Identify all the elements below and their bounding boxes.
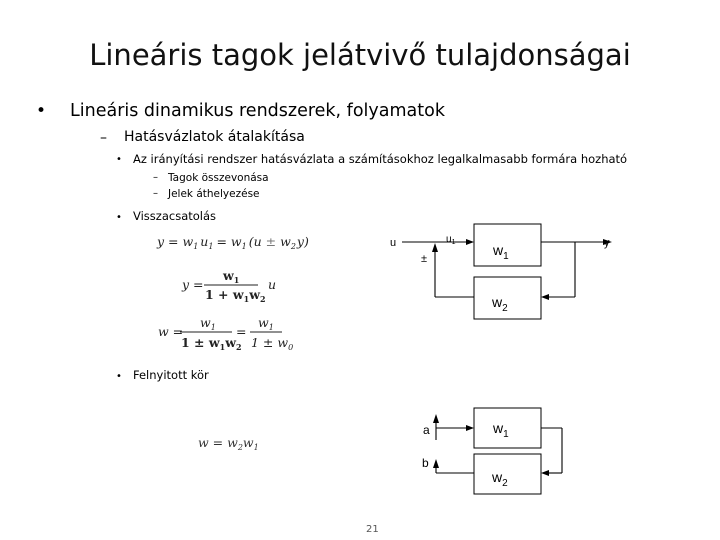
formula-closed-loop-output	[181, 268, 276, 304]
bullet-marker-l2: –	[100, 130, 107, 146]
diagram1-u1-label: $u_1$	[446, 234, 456, 246]
bullet-marker-l3c: •	[116, 371, 122, 382]
svg-text:1 + w1w2: $1 + w_1w_2$	[205, 287, 266, 304]
bullet-level3-b: Visszacsatolás	[133, 209, 217, 223]
bullet-marker-l3a: •	[116, 154, 122, 165]
svg-text:=: =	[236, 324, 247, 339]
svg-text:1 ± w1w2: $1 \pm w_1w_2$	[181, 335, 242, 352]
feedback-diagram	[390, 224, 612, 319]
diagram2-block-w1-label: $w_1$	[493, 420, 509, 440]
bullet-level4-b: Jelek áthelyezése	[168, 188, 260, 200]
bullet-level3-c: Felnyitott kör	[133, 368, 209, 382]
diagram1-block-w2-label: $w_2$	[492, 294, 508, 314]
bullet-level1: Lineáris dinamikus rendszerek, folyamatok	[70, 101, 445, 121]
bullet-level2: Hatásvázlatok átalakítása	[124, 129, 305, 145]
formula-equivalent-transfer	[158, 315, 293, 352]
bullet-level4-a: Tagok összevonása	[168, 172, 269, 184]
bullet-marker-l1: •	[36, 101, 47, 121]
bullet-level3-a: Az irányítási rendszer hatásvázlata a számításokhoz legalkalmasabb formára hozható	[133, 152, 628, 166]
svg-text:w = w2w1: $w = w_2w_1$	[198, 435, 259, 452]
svg-text:w1: $w_1$	[223, 268, 240, 285]
formula-feedback-equation	[156, 234, 309, 251]
open-loop-diagram	[422, 408, 562, 494]
diagram2-block-w2-label: $w_2$	[492, 469, 508, 489]
diagram1-input-label: u	[390, 237, 397, 249]
svg-text:y =: y =	[182, 277, 204, 292]
svg-text:w1: $w_1$	[258, 315, 274, 332]
diagram1-output-label: y	[604, 237, 610, 249]
svg-text:w1: $w_1$	[200, 315, 216, 332]
diagram2-block-w1	[474, 408, 541, 448]
diagram2-input-b: b	[422, 456, 429, 470]
diagram1-block-w1-label: $w_1$	[493, 242, 509, 262]
diagram2-input-a: a	[423, 423, 430, 437]
slide-title: Lineáris tagok jelátvivő tulajdonságai	[89, 38, 631, 72]
formula-open-loop	[198, 435, 259, 452]
svg-text:1 ± w0: $1 \pm w_0$	[251, 335, 294, 352]
bullet-marker-l4a: –	[153, 172, 158, 183]
diagram1-sign-label: ±	[421, 253, 428, 265]
bullet-marker-l4b: –	[153, 188, 158, 199]
page-number: 21	[366, 524, 379, 535]
svg-text:w =: w =	[158, 324, 184, 339]
svg-text:u: u	[268, 277, 277, 292]
bullet-marker-l3b: •	[116, 212, 122, 223]
svg-text:y = w1u1= w1(u±w2y): $y = w_1$ $u_1 = w_1$ $(u \pm w_2y)$	[157, 234, 309, 251]
